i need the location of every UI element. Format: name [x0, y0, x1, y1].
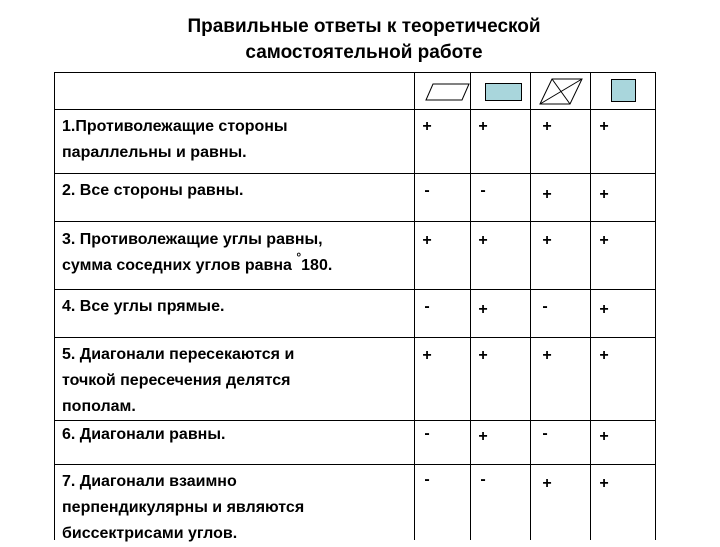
row-4-mark-3: -: [542, 298, 548, 315]
row-2-mark-3: +: [542, 186, 552, 203]
row-1-mark-4: +: [599, 118, 609, 135]
degree-sign: °: [296, 250, 302, 264]
row-2-mark-4: +: [599, 186, 609, 203]
row-6-mark-3: -: [542, 425, 548, 442]
rectangle-icon: [486, 84, 522, 101]
row-5-mark-2: +: [478, 347, 488, 364]
row-6-text: 6. Диагонали равны.: [62, 426, 226, 443]
row-6-mark-1: -: [424, 425, 430, 442]
title-line-2: самостоятельной работе: [245, 42, 483, 63]
row-3-text: 3. Противолежащие углы равны, сумма соседних углов равна °180.: [62, 231, 333, 274]
row-2-mark-1: -: [424, 182, 430, 199]
row-4-mark-1: -: [424, 298, 430, 315]
row-3-mark-1: +: [422, 232, 432, 249]
row-6-mark-4: +: [599, 428, 609, 445]
row-7-mark-1: -: [424, 471, 430, 488]
row-4-text: 4. Все углы прямые.: [62, 298, 225, 315]
row-1-mark-1: +: [422, 118, 432, 135]
row-7-mark-3: +: [542, 475, 552, 492]
title-line-1: Правильные ответы к теоретической: [187, 16, 541, 37]
row-4-mark-4: +: [599, 301, 609, 318]
row-3-mark-4: +: [599, 232, 609, 249]
rhombus-icon: [540, 79, 582, 104]
row-3-mark-2: +: [478, 232, 488, 249]
row-2-mark-2: -: [480, 182, 486, 199]
row-5-mark-1: +: [422, 347, 432, 364]
row-5-text: 5. Диагонали пересекаются и точкой пересечения делятся пополам.: [62, 346, 295, 415]
row-2-text: 2. Все стороны равны.: [62, 182, 244, 199]
row-4-mark-2: +: [478, 301, 488, 318]
row-1-mark-2: +: [478, 118, 488, 135]
row-5-mark-3: +: [542, 347, 552, 364]
row-6-mark-2: +: [478, 428, 488, 445]
parallelogram-icon: [426, 84, 469, 100]
row-7-mark-2: -: [480, 471, 486, 488]
square-icon: [612, 80, 636, 102]
row-1-mark-3: +: [542, 118, 552, 135]
row-3-mark-3: +: [542, 232, 552, 249]
row-5-mark-4: +: [599, 347, 609, 364]
row-7-text: 7. Диагонали взаимно перпендикулярны и являются биссектрисами углов.: [62, 473, 305, 542]
row-7-mark-4: +: [599, 475, 609, 492]
row-1-text: 1.Противолежащие стороны параллельны и равны.: [62, 118, 288, 161]
